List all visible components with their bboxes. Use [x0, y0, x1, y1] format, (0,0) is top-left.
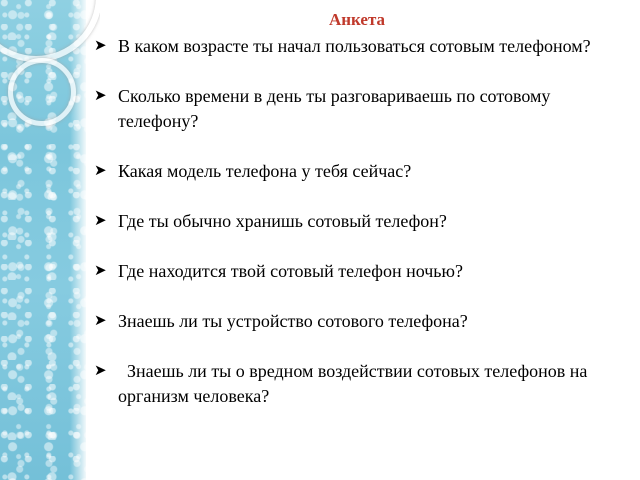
arrowhead-bullet-icon: ➤ — [94, 363, 107, 379]
rings-decoration — [0, 0, 100, 160]
arrowhead-bullet-icon: ➤ — [94, 213, 107, 229]
question-text: Какая модель телефона у тебя сейчас? — [118, 161, 412, 181]
question-text: Знаешь ли ты устройство сотового телефона? — [118, 311, 468, 331]
arrowhead-bullet-icon: ➤ — [94, 38, 107, 54]
large-ring-decoration — [0, 0, 100, 62]
page-title: Анкета — [328, 10, 386, 29]
questionnaire — [92, 10, 632, 434]
question-item — [92, 259, 632, 284]
question-list — [92, 34, 632, 409]
question-text: В каком возрасте ты начал пользоваться сотовым телефоном? — [118, 36, 591, 56]
question-item — [92, 34, 632, 59]
question-item — [92, 359, 632, 409]
arrowhead-bullet-icon: ➤ — [94, 88, 107, 104]
question-item — [92, 209, 632, 234]
arrowhead-bullet-icon: ➤ — [94, 163, 107, 179]
question-item — [92, 84, 632, 134]
question-item — [92, 159, 632, 184]
question-item — [92, 309, 632, 334]
arrowhead-bullet-icon: ➤ — [94, 263, 107, 279]
question-text: Знаешь ли ты о вредном воздействии сотовых телефонов на организм человека? — [118, 361, 592, 406]
small-ring-decoration — [8, 58, 76, 126]
question-text: Где находится твой сотовый телефон ночью? — [118, 261, 463, 281]
question-text: Сколько времени в день ты разговариваешь по сотовому телефону? — [118, 86, 551, 131]
question-text: Где ты обычно хранишь сотовый телефон? — [118, 211, 447, 231]
arrowhead-bullet-icon: ➤ — [94, 313, 107, 329]
